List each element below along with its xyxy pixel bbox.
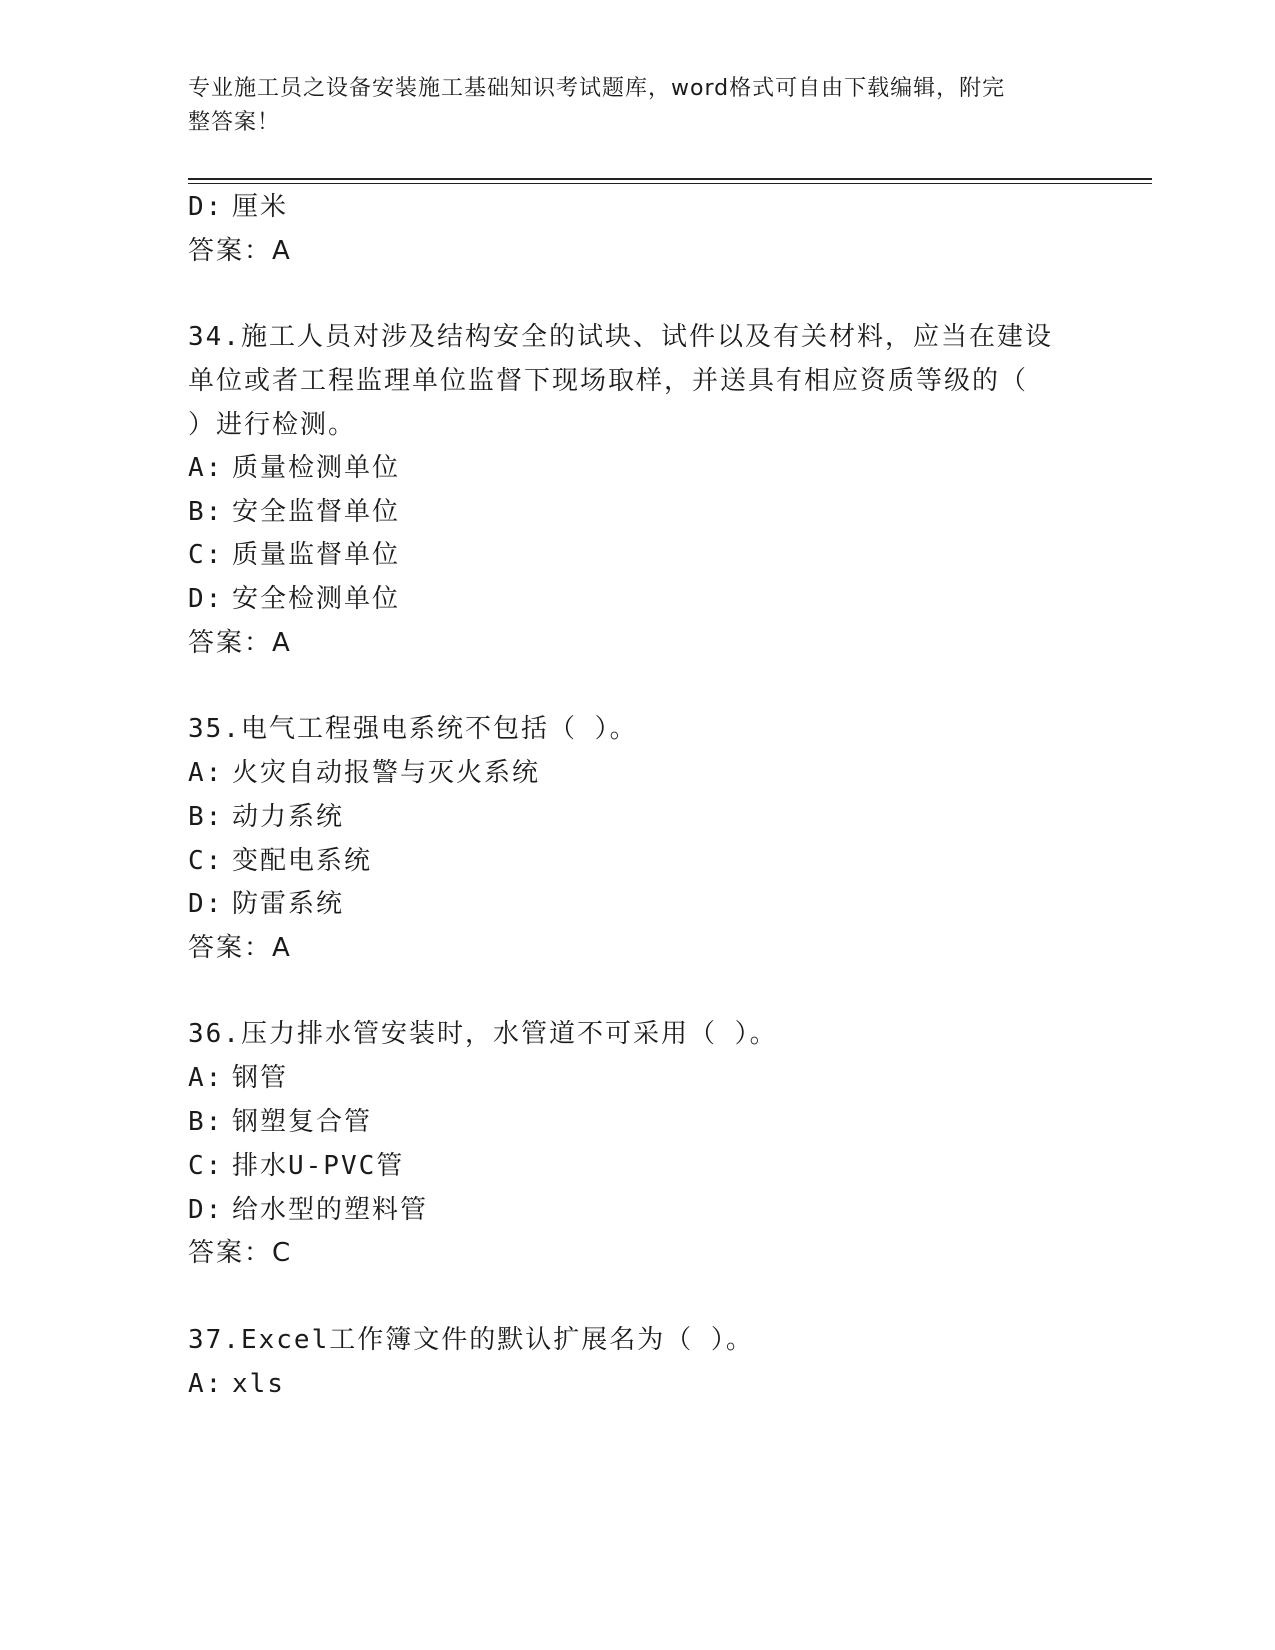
q34-stem-line-1: 34.施工人员对涉及结构安全的试块、试件以及有关材料，应当在建设 — [188, 322, 1053, 352]
prev-answer: 答案：A — [188, 236, 292, 266]
q34-stem-line-2: 单位或者工程监理单位监督下现场取样，并送具有相应资质等级的（ — [188, 366, 1029, 396]
q35-stem-line-1: 35.电气工程强电系统不包括（ ）。 — [188, 714, 638, 744]
option-letter: B: — [188, 1107, 224, 1137]
prev-option-d — [188, 192, 288, 222]
option-text: 动力系统 — [232, 802, 345, 832]
q36-option-c — [188, 1151, 404, 1181]
q34-option-b — [188, 497, 400, 527]
option-text: 变配电系统 — [232, 846, 373, 876]
option-text: 安全检测单位 — [232, 584, 401, 614]
header-divider-thin — [188, 183, 1152, 184]
q34-option-c — [188, 540, 400, 570]
option-letter: B: — [188, 802, 224, 832]
option-text: xls — [232, 1369, 285, 1399]
option-letter: C: — [188, 540, 224, 570]
q35-option-d — [188, 889, 344, 919]
q34-option-a — [188, 453, 400, 483]
q36-option-d — [188, 1195, 428, 1225]
q35-option-c — [188, 846, 372, 876]
option-text: 排水U-PVC管 — [232, 1151, 405, 1181]
option-text: 钢塑复合管 — [232, 1107, 373, 1137]
header-line-1: 专业施工员之设备安装施工基础知识考试题库，word格式可自由下载编辑，附完 — [188, 76, 1006, 101]
header-divider-thick — [188, 178, 1152, 180]
option-text: 给水型的塑料管 — [232, 1195, 429, 1225]
q36-answer: 答案：C — [188, 1238, 293, 1268]
q35-answer: 答案：A — [188, 933, 292, 963]
option-letter: A: — [188, 1369, 224, 1399]
option-text: 钢管 — [232, 1063, 289, 1093]
header-line-2: 整答案！ — [188, 110, 281, 135]
option-text: 质量监督单位 — [232, 540, 401, 570]
q35-option-a — [188, 758, 540, 788]
q36-option-a — [188, 1063, 288, 1093]
q34-stem-line-3: ）进行检测。 — [188, 410, 357, 440]
q36-option-b — [188, 1107, 372, 1137]
q35-option-b — [188, 802, 344, 832]
q36-stem-line-1: 36.压力排水管安装时，水管道不可采用（ ）。 — [188, 1019, 778, 1049]
q34-option-d — [188, 584, 400, 614]
option-letter: C: — [188, 846, 224, 876]
option-text: 质量检测单位 — [232, 453, 401, 483]
option-letter: A: — [188, 453, 224, 483]
option-letter: D: — [188, 192, 224, 222]
q37-option-a — [188, 1369, 285, 1399]
option-letter: D: — [188, 889, 224, 919]
q37-stem-line-1: 37.Excel工作簿文件的默认扩展名为（ ）。 — [188, 1325, 754, 1355]
option-letter: A: — [188, 1063, 224, 1093]
option-text: 厘米 — [232, 192, 289, 222]
option-letter: C: — [188, 1151, 224, 1181]
option-text: 火灾自动报警与灭火系统 — [232, 758, 541, 788]
option-letter: B: — [188, 497, 224, 527]
option-letter: A: — [188, 758, 224, 788]
option-letter: D: — [188, 1195, 224, 1225]
option-text: 安全监督单位 — [232, 497, 401, 527]
document-header — [188, 72, 1068, 140]
q34-answer: 答案：A — [188, 628, 292, 658]
option-letter: D: — [188, 584, 224, 614]
option-text: 防雷系统 — [232, 889, 345, 919]
